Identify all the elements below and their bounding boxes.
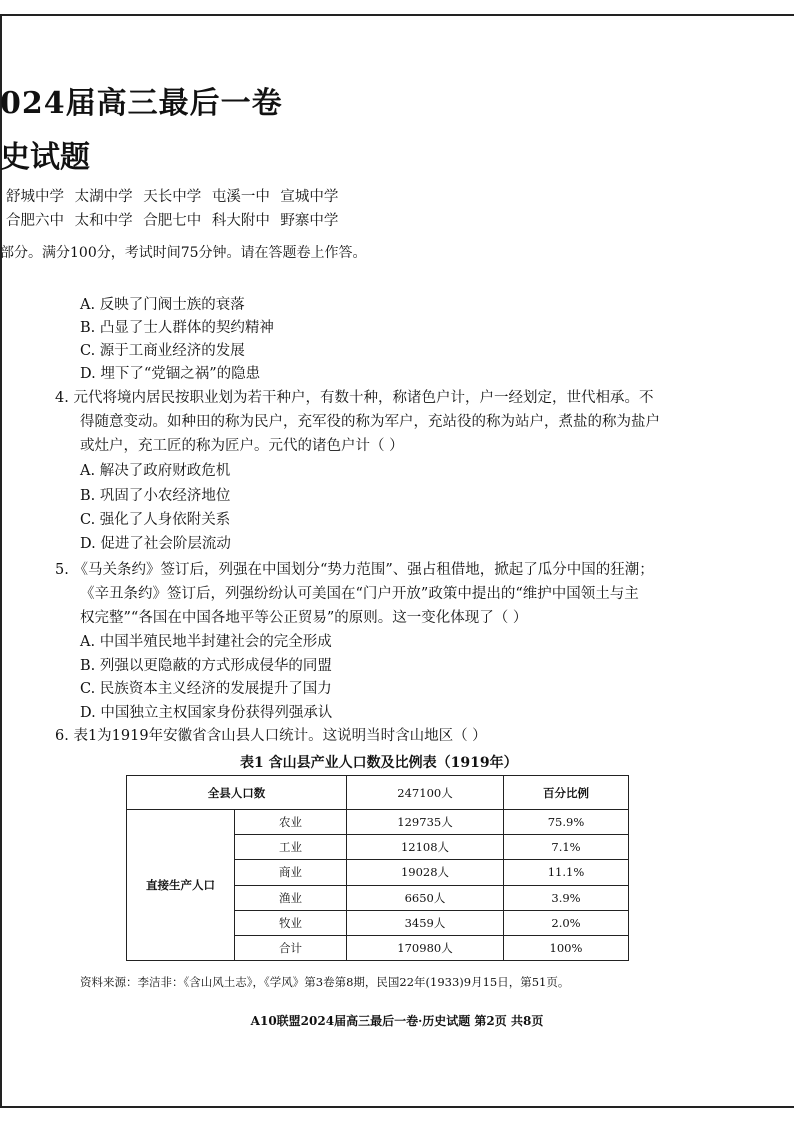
row-count: 12108人 xyxy=(347,835,504,860)
row-pct: 11.1% xyxy=(504,860,629,885)
q5-option-c: C. 民族资本主义经济的发展提升了国力 xyxy=(80,681,332,697)
table-row xyxy=(127,776,629,810)
population-table xyxy=(126,775,629,961)
page-border-left xyxy=(0,14,2,1108)
table-caption: 表1 含山县产业人口数及比例表（1919年） xyxy=(240,755,518,771)
page-footer: A10联盟2024届高三最后一卷·历史试题 第2页 共8页 xyxy=(250,1014,544,1028)
q5-option-d: D. 中国独立主权国家身份获得列强承认 xyxy=(80,705,333,721)
q4-option-c: C. 强化了人身依附关系 xyxy=(80,512,231,528)
row-pct: 75.9% xyxy=(504,810,629,835)
row-name: 牧业 xyxy=(235,910,347,935)
q5-stem-line-3: 权完整”“各国在中国各地平等公正贸易”的原则。这一变化体现了（ ） xyxy=(80,610,528,626)
row-name: 渔业 xyxy=(235,885,347,910)
q4-stem-line-1: 4. 元代将境内居民按职业划为若干种户，有数十种，称诸色户计，户一经划定，世代相承。不 xyxy=(55,390,654,406)
q3-option-c: C. 源于工商业经济的发展 xyxy=(80,343,245,359)
q5-option-b: B. 列强以更隐蔽的方式形成侵华的同盟 xyxy=(80,658,332,674)
total-value: 247100人 xyxy=(347,776,504,810)
q5-stem-line-2: 《辛丑条约》签订后，列强纷纷认可美国在“门户开放”政策中提出的“维护中国领土与主 xyxy=(80,586,639,602)
row-name: 工业 xyxy=(235,835,347,860)
table-source: 资料来源：李洁非：《含山风土志》，《学风》第3卷第8期，民国22年(1933)9月15日，第51页。 xyxy=(80,975,570,989)
q3-option-b: B. 凸显了士人群体的契约精神 xyxy=(80,320,274,336)
row-count: 170980人 xyxy=(347,935,504,960)
q5-option-a: A. 中国半殖民地半封建社会的完全形成 xyxy=(80,634,332,650)
exam-subtitle: 史试题 xyxy=(0,140,90,175)
q6-stem: 6. 表1为1919年安徽省含山县人口统计。这说明当时含山地区（ ） xyxy=(55,728,487,744)
row-name: 商业 xyxy=(235,860,347,885)
exam-title: 024届高三最后一卷 xyxy=(0,86,283,121)
group-label: 直接生产人口 xyxy=(127,810,235,961)
table-row xyxy=(127,810,629,835)
q4-stem-line-2: 得随意变动。如种田的称为民户，充军役的称为军户，充站役的称为站户，煮盐的称为盐户 xyxy=(80,414,660,430)
schools-row-2: 合肥六中 太和中学 合肥七中 科大附中 野寨中学 xyxy=(6,213,339,229)
q4-stem-line-3: 或灶户，充工匠的称为匠户。元代的诸色户计（ ） xyxy=(80,438,404,454)
q3-option-d: D. 埋下了“党锢之祸”的隐患 xyxy=(80,366,261,382)
row-pct: 7.1% xyxy=(504,835,629,860)
page-border-bottom xyxy=(0,1106,794,1108)
row-count: 3459人 xyxy=(347,910,504,935)
total-label: 全县人口数 xyxy=(127,776,347,810)
q3-option-a: A. 反映了门阀士族的衰落 xyxy=(80,297,245,313)
q5-stem-line-1: 5. 《马关条约》签订后，列强在中国划分“势力范围”、强占租借地，掀起了瓜分中国的狂潮； xyxy=(55,562,654,578)
row-count: 129735人 xyxy=(347,810,504,835)
row-name: 合计 xyxy=(235,935,347,960)
q4-option-b: B. 巩固了小农经济地位 xyxy=(80,488,231,504)
schools-row-1: 舒城中学 太湖中学 天长中学 屯溪一中 宣城中学 xyxy=(6,189,339,205)
row-count: 19028人 xyxy=(347,860,504,885)
row-pct: 2.0% xyxy=(504,910,629,935)
row-pct: 100% xyxy=(504,935,629,960)
row-count: 6650人 xyxy=(347,885,504,910)
pct-header: 百分比例 xyxy=(504,776,629,810)
row-pct: 3.9% xyxy=(504,885,629,910)
q4-option-d: D. 促进了社会阶层流动 xyxy=(80,536,231,552)
row-name: 农业 xyxy=(235,810,347,835)
q4-option-a: A. 解决了政府财政危机 xyxy=(80,463,231,479)
exam-note: 部分。满分100分，考试时间75分钟。请在答题卷上作答。 xyxy=(0,245,367,261)
page-border-top xyxy=(0,14,794,16)
